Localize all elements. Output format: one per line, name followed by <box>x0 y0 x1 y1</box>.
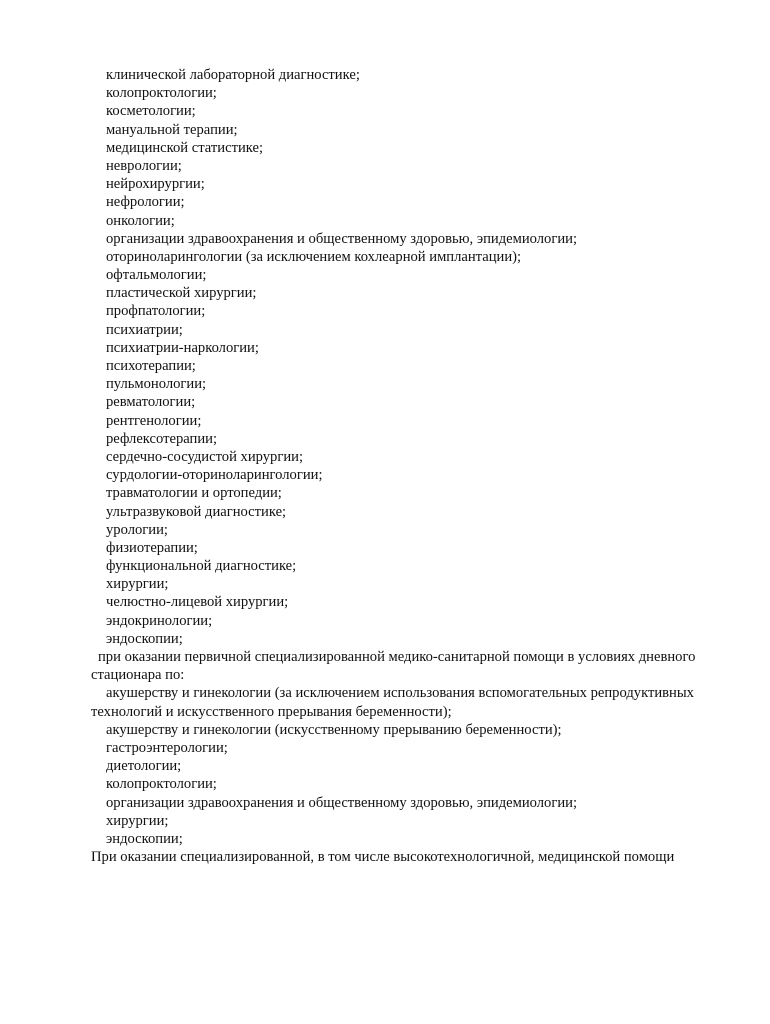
list-item: клинической лабораторной диагностике; <box>106 67 360 83</box>
specialty-list <box>91 66 731 648</box>
list-item: диетологии; <box>106 758 182 775</box>
list-item: акушерству и гинекологии (за исключением использования вспомогательных репродуктивных технологий и искусственного прерывания беременности); <box>91 685 694 720</box>
list-item: медицинской статистике; <box>106 139 264 156</box>
list-item: нефрологии; <box>106 194 185 211</box>
list-item: акушерству и гинекологии (искусственному прерыванию беременности); <box>106 721 562 738</box>
list-item: оториноларингологии (за исключением кохлеарной имплантации); <box>106 248 522 265</box>
list-item: эндокринологии; <box>106 612 213 629</box>
list-item: психотерапии; <box>106 358 196 374</box>
list-item: травматологии и ортопедии; <box>106 485 282 502</box>
list-item: организации здравоохранения и общественному здоровью, эпидемиологии; <box>106 230 578 247</box>
list-item: пластической хирургии; <box>106 285 257 302</box>
list-item: челюстно-лицевой хирургии; <box>106 594 289 611</box>
list-item: онкологии; <box>106 212 175 229</box>
list-item: хирургии; <box>106 812 169 829</box>
list-item: колопроктологии; <box>106 85 217 102</box>
list-item: хирургии; <box>106 576 169 593</box>
list-item: нейрохирургии; <box>106 176 205 193</box>
list-item: неврологии; <box>106 157 182 174</box>
list-item: косметологии; <box>106 103 196 120</box>
list-item: организации здравоохранения и общественному здоровью, эпидемиологии; <box>106 794 578 811</box>
list-item: функциональной диагностике; <box>106 558 297 575</box>
list-item: гастроэнтерологии; <box>106 740 228 756</box>
document-text <box>91 66 731 866</box>
list-item: эндоскопии; <box>106 830 183 847</box>
list-item: физиотерапии; <box>106 539 198 556</box>
list-item: урологии; <box>106 521 168 538</box>
list-item: сердечно-сосудистой хирургии; <box>106 448 304 465</box>
list-item: эндоскопии; <box>106 630 183 647</box>
list-item: пульмонологии; <box>106 376 207 393</box>
final-paragraph: При оказании специализированной, в том числе высокотехнологичной, медицинской помощи <box>91 849 675 866</box>
list-item: офтальмологии; <box>106 267 207 284</box>
list-item: рефлексотерапии; <box>106 430 218 447</box>
day-hospital-heading: при оказании первичной специализированной медико-санитарной помощи в условиях дневного стационара по: <box>91 649 696 684</box>
list-item: психиатрии; <box>106 321 183 338</box>
list-item: сурдологии-оториноларингологии; <box>106 467 323 484</box>
list-item: ультразвуковой диагностике; <box>106 503 287 520</box>
list-item: ревматологии; <box>106 394 196 411</box>
list-item: психиатрии-наркологии; <box>106 339 259 356</box>
list-item: мануальной терапии; <box>106 121 238 138</box>
list-item: рентгенологии; <box>106 412 202 429</box>
list-item: колопроктологии; <box>106 776 217 793</box>
day-hospital-list <box>91 721 731 848</box>
list-item: профпатологии; <box>106 303 206 320</box>
